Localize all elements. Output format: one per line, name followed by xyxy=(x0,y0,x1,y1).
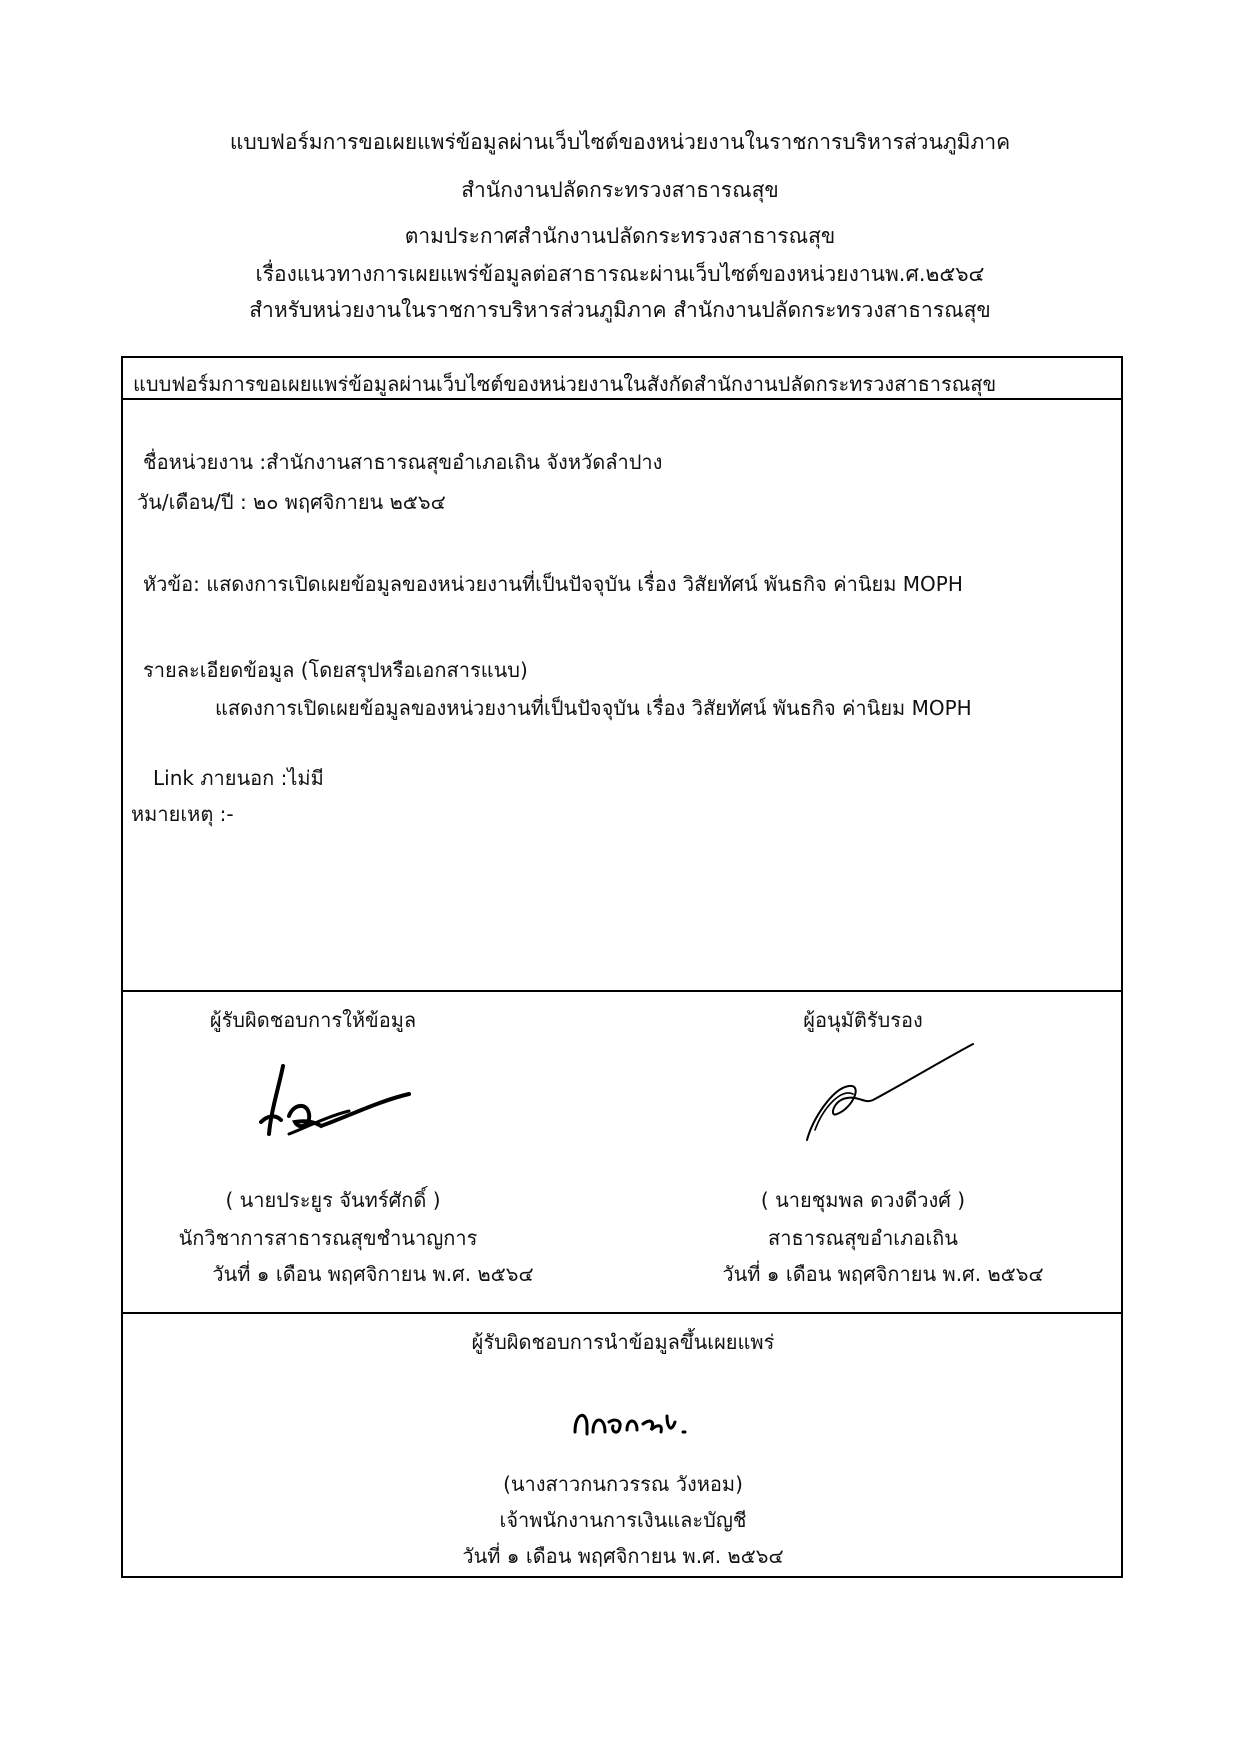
heading-line-1: แบบฟอร์มการขอเผยแพร่ข้อมูลผ่านเว็บไซต์ของหน่วยงานในราชการบริหารส่วนภูมิภาค xyxy=(229,130,1011,154)
bottom-signer-role: ผู้รับผิดชอบการนำข้อมูลขึ้นเผยแพร่ xyxy=(471,1330,775,1354)
bottom-signer-name: (นางสาวกนกวรรณ วังหอม) xyxy=(503,1472,743,1496)
right-signer-position: สาธารณสุขอำเภอเถิน xyxy=(768,1226,958,1250)
left-signature xyxy=(259,1056,419,1146)
right-signer-role: ผู้อนุมัติรับรอง xyxy=(803,1008,923,1032)
topic: หัวข้อ: แสดงการเปิดเผยข้อมูลของหน่วยงานที่เป็นปัจจุบัน เรื่อง วิสัยทัศน์ พันธกิจ ค่านิยม MOPH xyxy=(143,572,963,596)
heading-line-5: สำหรับหน่วยงานในราชการบริหารส่วนภูมิภาค สำนักงานปลัดกระทรวงสาธารณสุข xyxy=(249,298,991,322)
form-box xyxy=(121,356,1123,1578)
divider xyxy=(123,1312,1121,1314)
detail-text: แสดงการเปิดเผยข้อมูลของหน่วยงานที่เป็นปัจจุบัน เรื่อง วิสัยทัศน์ พันธกิจ ค่านิยม MOPH xyxy=(215,696,972,720)
external-link: Link ภายนอก :ไม่มี xyxy=(153,766,324,790)
heading-line-3: ตามประกาศสำนักงานปลัดกระทรวงสาธารณสุข xyxy=(404,224,836,248)
right-signer-date: วันที่ ๑ เดือน พฤศจิกายน พ.ศ. ๒๕๖๔ xyxy=(722,1262,1044,1286)
form-date: วัน/เดือน/ปี : ๒๐ พฤศจิกายน ๒๕๖๔ xyxy=(137,490,446,514)
note: หมายเหตุ :- xyxy=(131,802,234,826)
bottom-signer-position: เจ้าพนักงานการเงินและบัญชี xyxy=(499,1508,747,1532)
left-signer-date: วันที่ ๑ เดือน พฤศจิกายน พ.ศ. ๒๕๖๔ xyxy=(212,1262,534,1286)
bottom-signer-date: วันที่ ๑ เดือน พฤศจิกายน พ.ศ. ๒๕๖๔ xyxy=(462,1544,784,1568)
heading-line-2: สำนักงานปลัดกระทรวงสาธารณสุข xyxy=(461,178,779,202)
detail-label: รายละเอียดข้อมูล (โดยสรุปหรือเอกสารแนบ) xyxy=(143,658,528,682)
left-signer-name: ( นายประยูร จันทร์ศักดิ์ ) xyxy=(225,1188,441,1212)
unit-name: ชื่อหน่วยงาน :สำนักงานสาธารณสุขอำเภอเถิน จังหวัดลำปาง xyxy=(143,450,663,474)
left-signer-position: นักวิชาการสาธารณสุขชำนาญการ xyxy=(178,1226,478,1250)
right-signer-name: ( นายชุมพล ดวงดีวงศ์ ) xyxy=(760,1188,966,1212)
form-title: แบบฟอร์มการขอเผยแพร่ข้อมูลผ่านเว็บไซต์ของหน่วยงานในสังกัดสำนักงานปลัดกระทรวงสาธารณสุข xyxy=(133,372,997,396)
right-signature xyxy=(803,1038,983,1148)
divider xyxy=(123,398,1121,400)
bottom-signature xyxy=(571,1402,691,1442)
heading-line-4: เรื่องแนวทางการเผยแพร่ข้อมูลต่อสาธารณะผ่านเว็บไซต์ของหน่วยงานพ.ศ.๒๕๖๔ xyxy=(255,262,985,286)
left-signer-role: ผู้รับผิดชอบการให้ข้อมูล xyxy=(209,1008,417,1032)
divider xyxy=(123,990,1121,992)
